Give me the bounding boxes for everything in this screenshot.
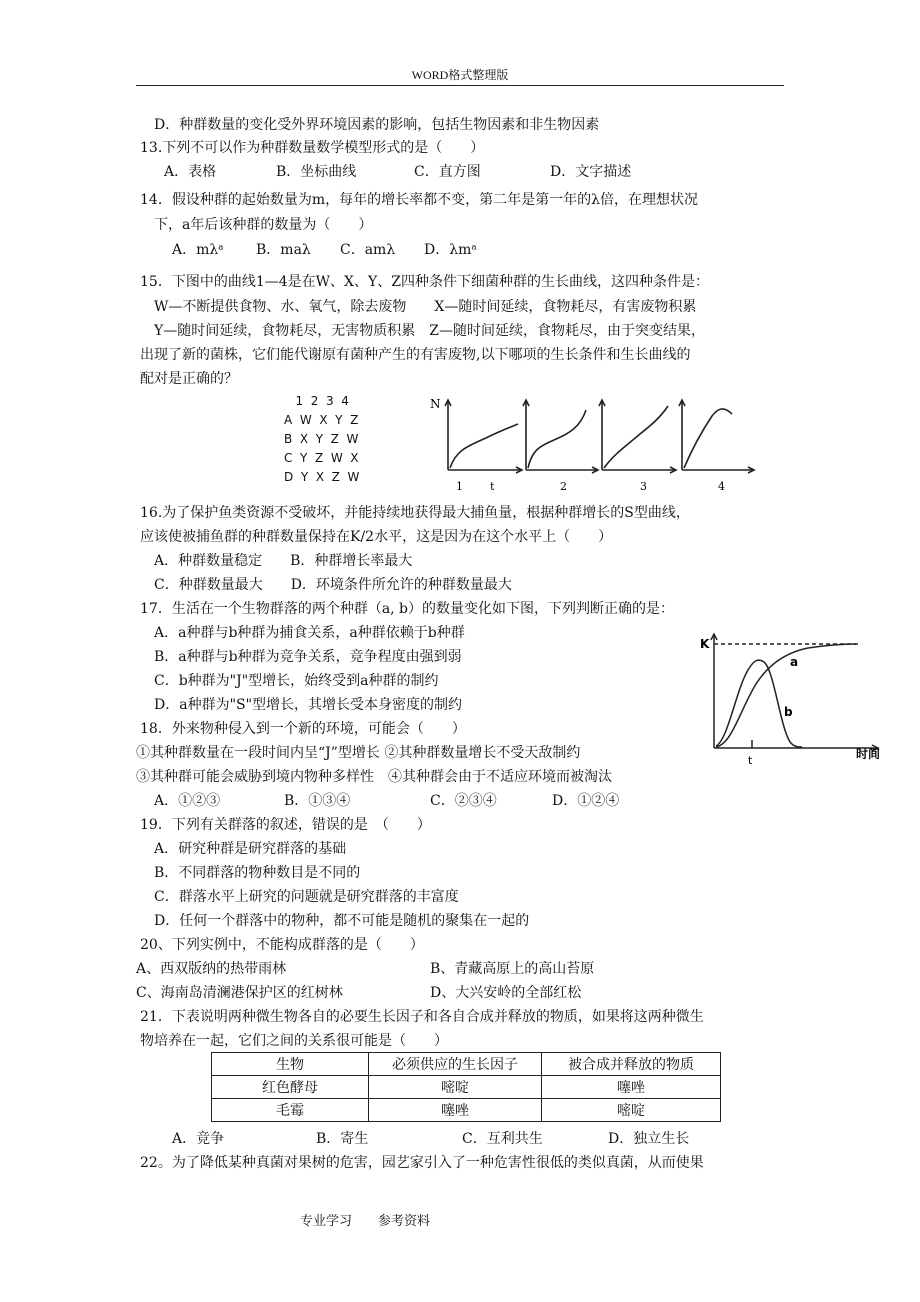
- q15-stem-5: 配对是正确的？: [140, 371, 238, 387]
- q21-option-a: A．竞争: [172, 1131, 225, 1147]
- q15-stem-2: W—不断提供食物、水、氧气，除去废物 X—随时间延续，食物耗尽，有害废物积累: [154, 299, 697, 315]
- q15-table-row-d: D Y X Z W: [284, 470, 360, 484]
- q22-stem: 22。为了降低某种真菌对果树的危害，园艺家引入了一种危害性很低的类似真菌，从而使果: [140, 1155, 704, 1171]
- q13-stem: 13.下列不可以作为种群数量数学模型形式的是（ ）: [140, 140, 485, 156]
- q12-option-d: D．种群数量的变化受外界环境因素的影响，包括生物因素和非生物因素: [154, 117, 600, 133]
- q21-table-header: 必须供应的生长因子: [369, 1053, 542, 1076]
- q21-table-cell: 红色酵母: [212, 1076, 369, 1099]
- q15-panel-label-3: 3: [640, 480, 647, 493]
- q14-option-b: B．maλ: [256, 242, 311, 258]
- q15-stem-4: 出现了新的菌株，它们能代谢原有菌种产生的有害废物,以下哪项的生长条件和生长曲线的: [140, 347, 691, 363]
- q15-table-row-b: B X Y Z W: [284, 432, 359, 446]
- q19-option-b: B．不同群落的物种数目是不同的: [154, 865, 361, 881]
- header-rule: [136, 85, 784, 86]
- q15-x-axis-label: t: [490, 480, 495, 493]
- q17-k-label: K: [700, 637, 710, 651]
- q15-table-row-a: A W X Y Z: [284, 413, 359, 427]
- q17-population-figure: [698, 630, 888, 770]
- q13-option-c: C．直方图: [414, 164, 481, 180]
- q21-table-cell: 噻唑: [369, 1099, 542, 1122]
- q21-option-c: C．互利共生: [462, 1131, 543, 1147]
- page-header: WORD格式整理版: [411, 68, 509, 82]
- q17-x-axis-label: 时间: [856, 747, 881, 761]
- q17-option-b: B．a种群与b种群为竞争关系，竞争程度由强到弱: [154, 649, 462, 665]
- q13-option-d: D．文字描述: [550, 164, 632, 180]
- q21-stem-1: 21．下表说明两种微生物各自的必要生长因子和各自合成并释放的物质，如果将这两种微生: [140, 1009, 704, 1025]
- q18-option-a: A．①②③: [154, 793, 221, 809]
- q15-y-axis-label: N: [430, 397, 441, 411]
- q17-curve-a-label: a: [790, 655, 799, 669]
- q15-panel-label-4: 4: [718, 480, 725, 493]
- q21-table-header: 生物: [212, 1053, 369, 1076]
- q21-option-b: B．寄生: [316, 1131, 369, 1147]
- q15-stem-1: 15．下图中的曲线1—4是在W、X、Y、Z四种条件下细菌种群的生长曲线，这四种条件是：: [140, 274, 709, 290]
- q19-option-a: A．研究种群是研究群落的基础: [154, 841, 347, 857]
- q15-table-row-c: C Y Z W X: [284, 451, 359, 465]
- q21-stem-2: 物培养在一起，它们之间的关系很可能是（ ）: [140, 1033, 448, 1049]
- q21-table-header: 被合成并释放的物质: [542, 1053, 721, 1076]
- q19-option-c: C．群落水平上研究的问题就是研究群落的丰富度: [154, 889, 459, 905]
- q17-option-a: A．a种群与b种群为捕食关系，a种群依赖于b种群: [154, 625, 465, 641]
- q21-table-cell: 毛霉: [212, 1099, 369, 1122]
- q14-stem-1: 14．假设种群的起始数量为m，每年的增长率都不变，第二年是第一年的λ倍，在理想状况: [140, 192, 698, 208]
- q21-table-cell: 嘧啶: [542, 1099, 721, 1122]
- q14-stem-2: 下，a年后该种群的数量为（ ）: [154, 217, 373, 233]
- footer-left: 专业学习: [300, 1214, 353, 1229]
- q15-panel-label-1: 1: [456, 480, 463, 493]
- q18-option-c: C．②③④: [430, 793, 497, 809]
- q21-table-cell: 嘧啶: [369, 1076, 542, 1099]
- q20-option-b: B、青藏高原上的高山苔原: [430, 961, 595, 977]
- q15-stem-3: Y—随时间延续，食物耗尽，无害物质积累 Z—随时间延续，食物耗尽，由于突变结果，: [154, 323, 705, 339]
- q21-table: [211, 1052, 721, 1122]
- q15-match-table: [284, 392, 359, 487]
- q20-option-d: D、大兴安岭的全部红松: [430, 985, 582, 1001]
- q17-option-c: C．b种群为"J"型增长，始终受到a种群的制约: [154, 673, 439, 689]
- q20-option-c: C、海南岛清澜港保护区的红树林: [136, 985, 343, 1001]
- q18-stem: 18．外来物种侵入到一个新的环境，可能会（ ）: [140, 721, 466, 737]
- q19-stem: 19．下列有关群落的叙述，错误的是 （ ）: [140, 817, 431, 833]
- q15-table-header: 1 2 3 4: [284, 394, 349, 408]
- q14-option-d: D．λmᵃ: [424, 242, 477, 258]
- q21-table-cell: 噻唑: [542, 1076, 721, 1099]
- q19-option-d: D．任何一个群落中的物种，都不可能是随机的聚集在一起的: [154, 913, 530, 929]
- q13-option-a: A．表格: [164, 164, 217, 180]
- q14-option-c: C．amλ: [340, 242, 396, 258]
- footer-right: 参考资料: [378, 1214, 431, 1229]
- q17-curve-b-label: b: [784, 705, 793, 719]
- q13-option-b: B．坐标曲线: [276, 164, 357, 180]
- q21-option-d: D．独立生长: [608, 1131, 690, 1147]
- q18-option-d: D．①②④: [552, 793, 620, 809]
- q18-statements-1: ①其种群数量在一段时间内呈“J”型增长 ②其种群数量增长不受天敌制约: [136, 745, 581, 761]
- q20-option-a: A、西双版纳的热带雨林: [136, 961, 287, 977]
- q17-stem: 17．生活在一个生物群落的两个种群（a, b）的数量变化如下图，下列判断正确的是：: [140, 601, 675, 617]
- q18-statements-2: ③其种群可能会威胁到境内物种多样性 ④其种群会由于不适应环境而被淘汰: [136, 769, 612, 785]
- q16-options-ab: A．种群数量稳定 B．种群增长率最大: [154, 553, 413, 569]
- q18-option-b: B．①③④: [284, 793, 351, 809]
- q17-t-label: t: [748, 754, 753, 767]
- q16-stem-1: 16.为了保护鱼类资源不受破坏，并能持续地获得最大捕鱼量，根据种群增长的S型曲线，: [140, 505, 690, 521]
- q15-growth-curves-figure: [428, 394, 764, 496]
- q16-stem-2: 应该使被捕鱼群的种群数量保持在K/2水平，这是因为在这个水平上（ ）: [140, 529, 613, 545]
- q17-option-d: D．a种群为"S"型增长，其增长受本身密度的制约: [154, 697, 463, 713]
- q15-panel-label-2: 2: [560, 480, 567, 493]
- q14-option-a: A．mλᵃ: [172, 242, 224, 258]
- q20-stem: 20、下列实例中，不能构成群落的是（ ）: [140, 937, 424, 953]
- q16-options-cd: C．种群数量最大 D．环境条件所允许的种群数量最大: [154, 577, 512, 593]
